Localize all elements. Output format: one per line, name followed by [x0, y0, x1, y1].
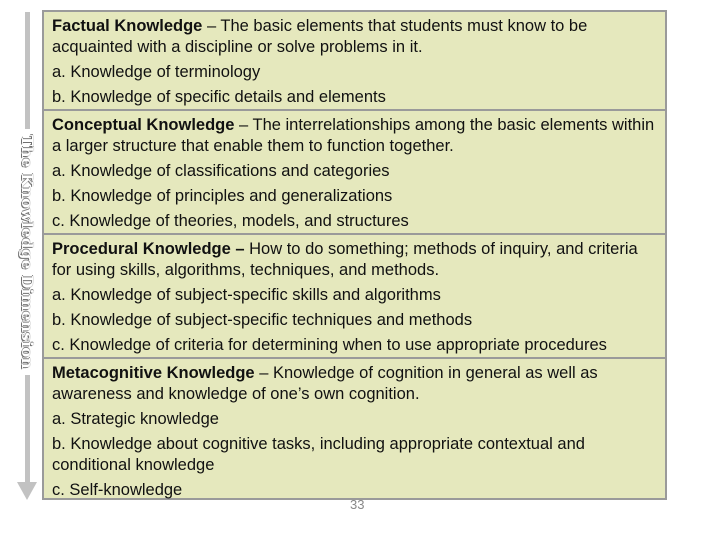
arrow-down-icon — [17, 482, 37, 500]
list-item: a. Strategic knowledge — [52, 410, 219, 428]
list-item: c. Self-knowledge — [52, 481, 183, 499]
knowledge-table — [42, 10, 667, 500]
section-description-text: – The basic elements that students must know to be acquainted with a discipline or solve problems in it. — [52, 17, 588, 56]
section-description-text: How to do something; methods of inquiry, and criteria for using skills, algorithms, techniques, and methods. — [52, 240, 638, 279]
section-description-text: – The interrelationships among the basic elements within a larger structure that enable them to function together. — [52, 116, 655, 155]
section-title: Conceptual Knowledge — [52, 116, 235, 134]
section-description — [52, 239, 659, 281]
section-description — [52, 363, 659, 405]
side-label-box — [17, 129, 37, 375]
section-metacognitive — [44, 359, 665, 498]
section-factual — [44, 12, 665, 111]
section-conceptual — [44, 111, 665, 235]
section-description — [52, 16, 659, 58]
list-item: c. Knowledge of criteria for determining when to use appropriate procedures — [52, 336, 607, 354]
list-item: a. Knowledge of classifications and categories — [52, 162, 390, 180]
list-item: b. Knowledge of specific details and elements — [52, 88, 386, 106]
section-procedural — [44, 235, 665, 359]
list-item: a. Knowledge of terminology — [52, 63, 261, 81]
page-number: 33 — [350, 497, 365, 512]
section-title: Procedural Knowledge – — [52, 240, 245, 258]
list-item: c. Knowledge of theories, models, and structures — [52, 212, 409, 230]
section-title: Factual Knowledge — [52, 17, 203, 35]
section-title: Metacognitive Knowledge — [52, 364, 255, 382]
list-item: b. Knowledge of subject-specific techniques and methods — [52, 311, 473, 329]
knowledge-dimension-arrow — [15, 12, 39, 494]
list-item: a. Knowledge of subject-specific skills and algorithms — [52, 286, 441, 304]
side-label: The Knowledge Dimension — [18, 135, 36, 369]
list-item: b. Knowledge about cognitive tasks, including appropriate contextual and conditional knowledge — [52, 435, 585, 474]
section-description-text: – Knowledge of cognition in general as well as awareness and knowledge of one’s own cognition. — [52, 364, 598, 403]
section-description — [52, 115, 659, 157]
list-item: b. Knowledge of principles and generalizations — [52, 187, 393, 205]
